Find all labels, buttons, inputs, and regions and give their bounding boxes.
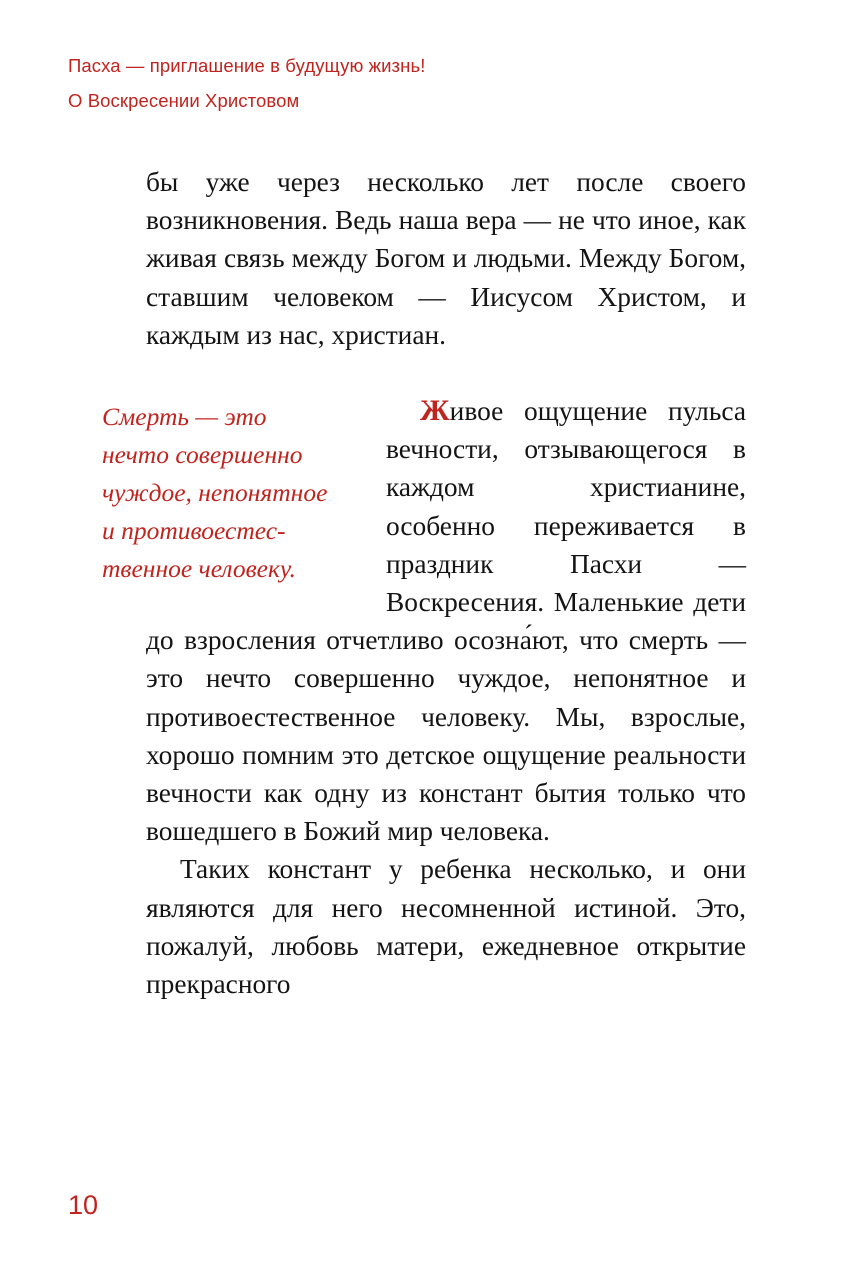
running-header-line-2: О Воскресении Христовом (68, 90, 300, 111)
paragraph-with-initial (102, 392, 746, 850)
pull-quote-line-3: чуждое, непонятное (102, 478, 328, 508)
pull-quote-line-5: твенное человеку. (102, 554, 296, 584)
paragraph-final: Таких констант у ребенка несколько, и они являются для него несомненной истиной. Это, пожалуй, любовь матери, ежедневное открытие прекрасного (146, 854, 746, 1000)
pull-quote (68, 398, 360, 588)
pull-quote-line-2: нечто совершенно (102, 440, 303, 470)
pull-quote-line-1: Смерть — это (102, 402, 267, 432)
running-header-line-1: Пасха — приглашение в будущую жизнь! (68, 55, 426, 76)
running-header (68, 48, 768, 118)
paragraph-continuation: бы уже через несколько лет после своего возникновения. Ведь наша вера — не что иное, как живая связь между Богом и людьми. Между Богом, ставшим человеком — Иисусом Христом, и каждым из нас, христиан. (146, 167, 746, 350)
page-number: 10 (68, 1190, 99, 1220)
pull-quote-text (68, 398, 360, 588)
paragraph-body-text: ивое ощущение пульса вечности, отзывающегося в каждом христианине, особенно переживается в праздник Пасхи — Воскресения. Маленькие дети до взросления отчетливо осозна́ют, что смерть — это нечто совершенно чуждое, непонятное и противоестественное человеку. Мы, взрослые, хорошо помним это детское ощущение реальности вечности как одну из констант бытия только что вошедшего в Божий мир человека. (146, 396, 746, 847)
paragraph-initial-letter: Ж (420, 394, 450, 428)
pull-quote-line-4: и противоестес- (102, 516, 286, 546)
text-column (102, 163, 746, 1003)
